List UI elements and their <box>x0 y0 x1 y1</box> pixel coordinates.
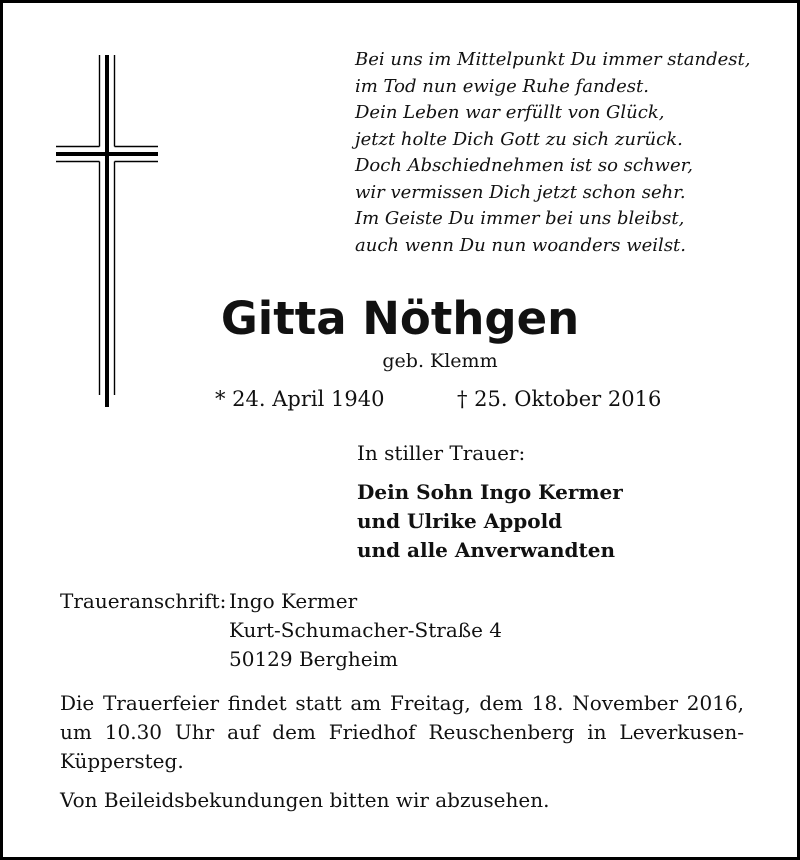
address-line: Kurt-Schumacher-Straße 4 <box>229 618 503 642</box>
poem-line: jetzt holte Dich Gott zu sich zurück. <box>355 128 683 150</box>
birth-date: * 24. April 1940 <box>215 387 385 411</box>
poem-line: auch wenn Du nun woanders weilst. <box>355 234 687 256</box>
poem-line: wir vermissen Dich jetzt schon sehr. <box>355 181 686 203</box>
memorial-poem <box>355 47 775 259</box>
poem-line: im Tod nun ewige Ruhe fandest. <box>355 75 649 97</box>
poem-line: Bei uns im Mittelpunkt Du immer standest, <box>355 49 751 70</box>
address-line: 50129 Bergheim <box>229 647 398 671</box>
ceremony-text: Die Trauerfeier findet statt am Freitag, dem 18. November 2016, um 10.30 Uhr auf dem Friedhof Reuschenberg in Leverkusen-Küppersteg. <box>60 691 744 773</box>
death-date: † 25. Oktober 2016 <box>457 387 662 411</box>
address-line: Ingo Kermer <box>229 589 358 613</box>
mourners-list <box>357 478 623 565</box>
poem-line: Doch Abschiednehmen ist so schwer, <box>355 155 693 176</box>
condolence-note: Von Beileidsbekundungen bitten wir abzusehen. <box>60 788 550 812</box>
poem-line: Im Geiste Du immer bei uns bleibst, <box>355 208 685 229</box>
mourning-label: In stiller Trauer: <box>357 441 526 465</box>
address-label: Traueranschrift: <box>60 589 227 613</box>
mourning-address <box>229 587 502 674</box>
mourner-line: Dein Sohn Ingo Kermer <box>357 480 623 504</box>
mourner-line: und Ulrike Appold <box>357 509 563 533</box>
mourner-line: und alle Anverwandten <box>357 538 616 562</box>
poem-line: Dein Leben war erfüllt von Glück, <box>355 102 665 123</box>
maiden-name: geb. Klemm <box>382 350 498 372</box>
deceased-name: Gitta Nöthgen <box>220 292 580 345</box>
